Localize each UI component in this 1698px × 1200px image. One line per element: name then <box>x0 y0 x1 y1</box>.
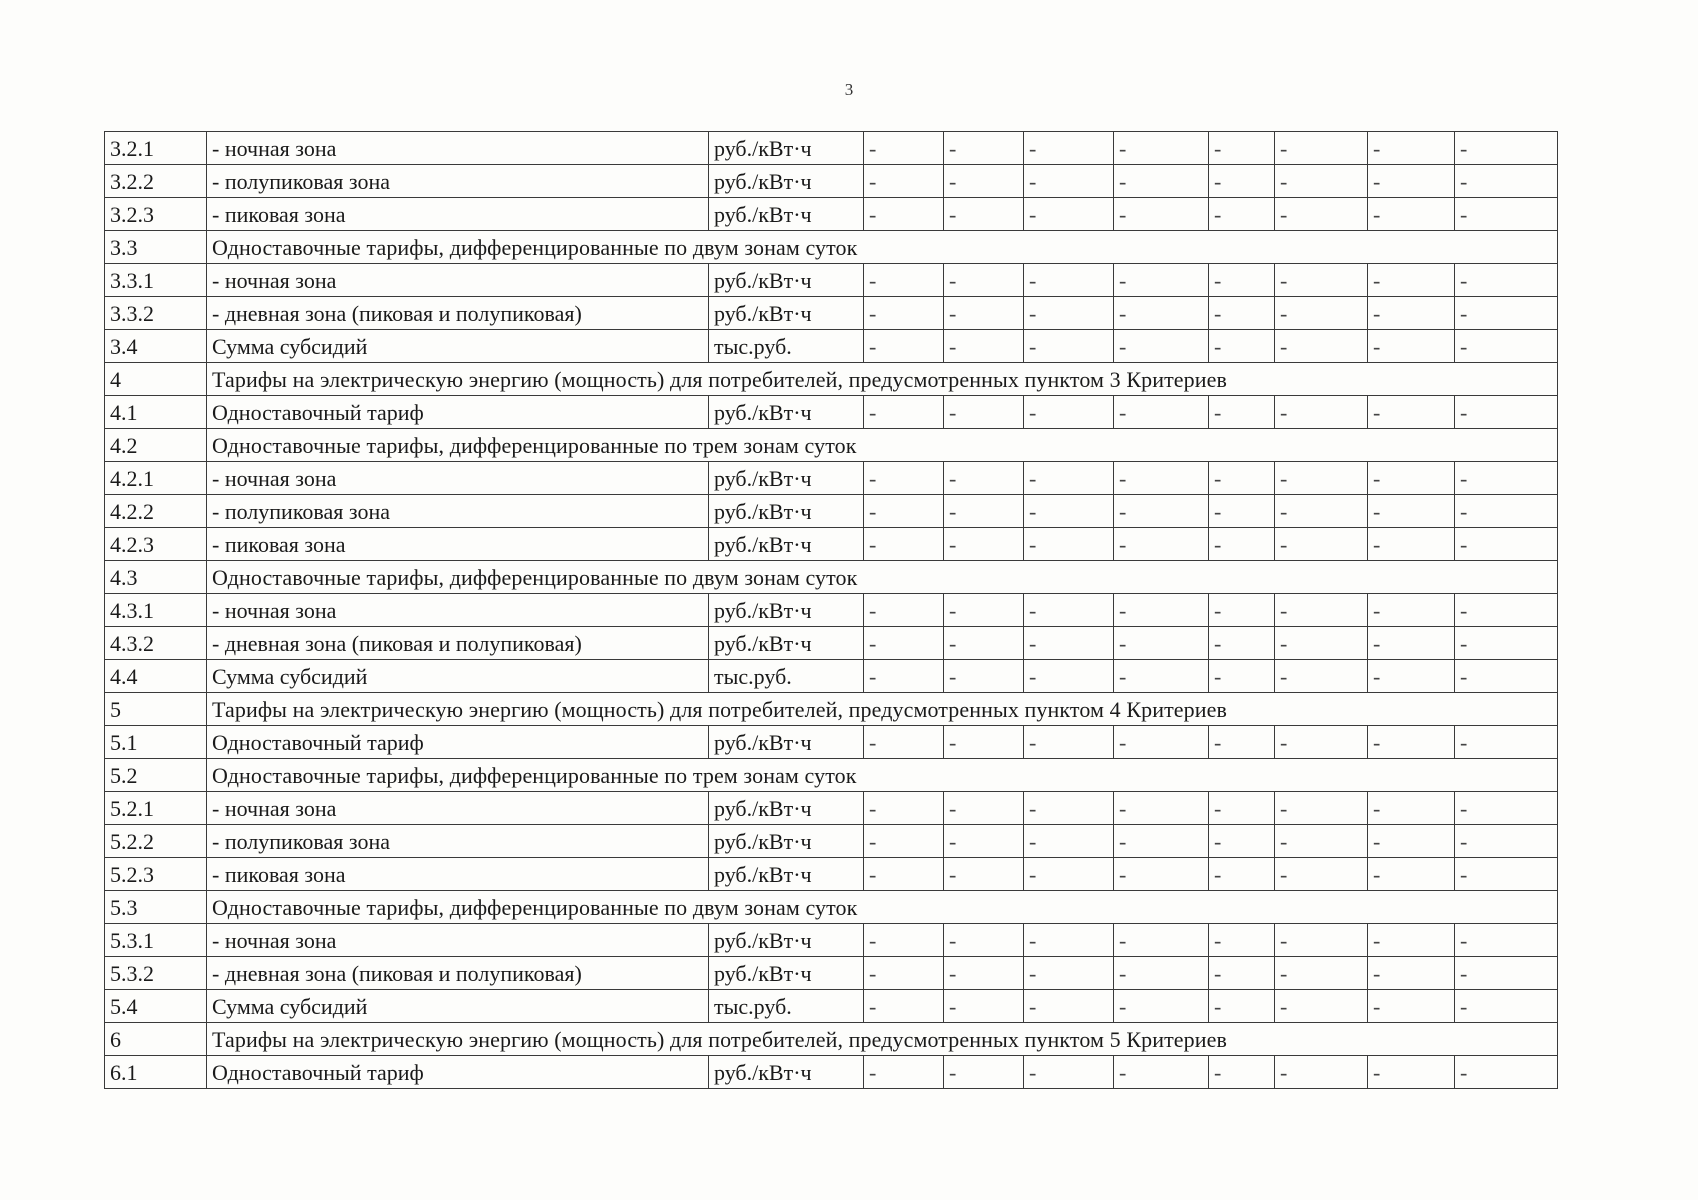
section-row <box>105 759 1558 792</box>
value-cell: - <box>1455 396 1558 429</box>
value-cell: - <box>944 990 1024 1023</box>
value-cell: - <box>944 726 1024 759</box>
section-title: Одноставочные тарифы, дифференцированные по двум зонам суток <box>207 891 1558 924</box>
value-cell: - <box>1455 198 1558 231</box>
table-row <box>105 957 1558 990</box>
value-cell: - <box>1209 858 1275 891</box>
section-row <box>105 693 1558 726</box>
value-cell: - <box>864 165 944 198</box>
value-cell: - <box>944 594 1024 627</box>
value-cell: - <box>1024 660 1114 693</box>
table-row <box>105 990 1558 1023</box>
row-number: 5.3.2 <box>105 957 207 990</box>
row-unit: руб./кВт·ч <box>709 264 864 297</box>
value-cell: - <box>1209 165 1275 198</box>
table-row <box>105 132 1558 165</box>
table-row <box>105 825 1558 858</box>
table-row <box>105 792 1558 825</box>
value-cell: - <box>1455 528 1558 561</box>
value-cell: - <box>1368 858 1455 891</box>
value-cell: - <box>1275 858 1368 891</box>
row-name: Одноставочный тариф <box>207 1056 709 1089</box>
row-name: - дневная зона (пиковая и полупиковая) <box>207 297 709 330</box>
value-cell: - <box>864 957 944 990</box>
row-unit: руб./кВт·ч <box>709 858 864 891</box>
table-row <box>105 924 1558 957</box>
value-cell: - <box>1114 165 1209 198</box>
value-cell: - <box>1275 924 1368 957</box>
value-cell: - <box>1368 198 1455 231</box>
value-cell: - <box>1368 132 1455 165</box>
value-cell: - <box>1455 957 1558 990</box>
value-cell: - <box>1455 165 1558 198</box>
section-title: Одноставочные тарифы, дифференцированные по двум зонам суток <box>207 231 1558 264</box>
row-unit: руб./кВт·ч <box>709 198 864 231</box>
table-row <box>105 660 1558 693</box>
value-cell: - <box>1024 132 1114 165</box>
value-cell: - <box>864 660 944 693</box>
value-cell: - <box>1024 594 1114 627</box>
page-number: 3 <box>844 80 854 99</box>
value-cell: - <box>1455 924 1558 957</box>
row-number: 5.2.2 <box>105 825 207 858</box>
value-cell: - <box>1024 330 1114 363</box>
value-cell: - <box>1368 792 1455 825</box>
row-unit: руб./кВт·ч <box>709 132 864 165</box>
value-cell: - <box>944 264 1024 297</box>
value-cell: - <box>864 627 944 660</box>
value-cell: - <box>1455 330 1558 363</box>
value-cell: - <box>864 132 944 165</box>
row-name: - дневная зона (пиковая и полупиковая) <box>207 627 709 660</box>
value-cell: - <box>1024 198 1114 231</box>
value-cell: - <box>1275 825 1368 858</box>
value-cell: - <box>1209 1056 1275 1089</box>
value-cell: - <box>1114 495 1209 528</box>
section-row <box>105 891 1558 924</box>
value-cell: - <box>1455 132 1558 165</box>
value-cell: - <box>1368 330 1455 363</box>
value-cell: - <box>1024 528 1114 561</box>
value-cell: - <box>1209 990 1275 1023</box>
value-cell: - <box>944 396 1024 429</box>
value-cell: - <box>1368 1056 1455 1089</box>
table-row <box>105 264 1558 297</box>
row-name: Сумма субсидий <box>207 330 709 363</box>
row-name: - полупиковая зона <box>207 165 709 198</box>
value-cell: - <box>1368 396 1455 429</box>
value-cell: - <box>1275 165 1368 198</box>
row-unit: руб./кВт·ч <box>709 396 864 429</box>
value-cell: - <box>1114 990 1209 1023</box>
value-cell: - <box>944 825 1024 858</box>
value-cell: - <box>864 528 944 561</box>
row-number: 4.2 <box>105 429 207 462</box>
row-number: 3.2.2 <box>105 165 207 198</box>
value-cell: - <box>1114 924 1209 957</box>
value-cell: - <box>1114 858 1209 891</box>
row-name: - полупиковая зона <box>207 495 709 528</box>
value-cell: - <box>1275 330 1368 363</box>
value-cell: - <box>1368 825 1455 858</box>
value-cell: - <box>1024 957 1114 990</box>
value-cell: - <box>1275 297 1368 330</box>
table-row <box>105 396 1558 429</box>
value-cell: - <box>1114 660 1209 693</box>
value-cell: - <box>1209 330 1275 363</box>
table-row <box>105 1056 1558 1089</box>
value-cell: - <box>1209 627 1275 660</box>
row-unit: руб./кВт·ч <box>709 627 864 660</box>
row-number: 4.3 <box>105 561 207 594</box>
value-cell: - <box>1114 330 1209 363</box>
value-cell: - <box>1275 957 1368 990</box>
value-cell: - <box>944 198 1024 231</box>
row-unit: руб./кВт·ч <box>709 495 864 528</box>
value-cell: - <box>1368 297 1455 330</box>
value-cell: - <box>1209 495 1275 528</box>
value-cell: - <box>864 396 944 429</box>
value-cell: - <box>1209 297 1275 330</box>
row-name: Сумма субсидий <box>207 660 709 693</box>
row-number: 5.2 <box>105 759 207 792</box>
value-cell: - <box>944 495 1024 528</box>
value-cell: - <box>944 627 1024 660</box>
value-cell: - <box>1024 726 1114 759</box>
value-cell: - <box>1209 594 1275 627</box>
value-cell: - <box>1368 165 1455 198</box>
value-cell: - <box>1209 396 1275 429</box>
row-unit: руб./кВт·ч <box>709 594 864 627</box>
row-number: 4.1 <box>105 396 207 429</box>
value-cell: - <box>1368 726 1455 759</box>
row-name: Одноставочный тариф <box>207 726 709 759</box>
value-cell: - <box>944 297 1024 330</box>
value-cell: - <box>1368 660 1455 693</box>
value-cell: - <box>944 924 1024 957</box>
value-cell: - <box>1455 726 1558 759</box>
section-row <box>105 561 1558 594</box>
row-number: 3.4 <box>105 330 207 363</box>
value-cell: - <box>1368 462 1455 495</box>
table-row <box>105 627 1558 660</box>
value-cell: - <box>1209 528 1275 561</box>
row-unit: руб./кВт·ч <box>709 528 864 561</box>
value-cell: - <box>1114 396 1209 429</box>
value-cell: - <box>1368 990 1455 1023</box>
value-cell: - <box>944 660 1024 693</box>
value-cell: - <box>1368 627 1455 660</box>
row-unit: руб./кВт·ч <box>709 825 864 858</box>
row-number: 6 <box>105 1023 207 1056</box>
row-name: - дневная зона (пиковая и полупиковая) <box>207 957 709 990</box>
value-cell: - <box>1455 825 1558 858</box>
value-cell: - <box>1114 957 1209 990</box>
value-cell: - <box>864 924 944 957</box>
row-number: 3.2.3 <box>105 198 207 231</box>
value-cell: - <box>1114 297 1209 330</box>
section-title: Одноставочные тарифы, дифференцированные по двум зонам суток <box>207 561 1558 594</box>
value-cell: - <box>1024 264 1114 297</box>
value-cell: - <box>1368 924 1455 957</box>
value-cell: - <box>864 990 944 1023</box>
value-cell: - <box>1114 726 1209 759</box>
value-cell: - <box>1024 297 1114 330</box>
value-cell: - <box>1024 990 1114 1023</box>
value-cell: - <box>1024 825 1114 858</box>
row-unit: руб./кВт·ч <box>709 297 864 330</box>
value-cell: - <box>1024 495 1114 528</box>
value-cell: - <box>1275 495 1368 528</box>
value-cell: - <box>1275 462 1368 495</box>
row-number: 3.3.2 <box>105 297 207 330</box>
value-cell: - <box>1275 396 1368 429</box>
value-cell: - <box>944 957 1024 990</box>
value-cell: - <box>1114 198 1209 231</box>
section-title: Одноставочные тарифы, дифференцированные по трем зонам суток <box>207 429 1558 462</box>
row-number: 4.2.3 <box>105 528 207 561</box>
value-cell: - <box>1455 660 1558 693</box>
value-cell: - <box>1368 528 1455 561</box>
row-unit: руб./кВт·ч <box>709 165 864 198</box>
value-cell: - <box>1275 1056 1368 1089</box>
value-cell: - <box>1275 594 1368 627</box>
table-row <box>105 726 1558 759</box>
row-name: - пиковая зона <box>207 858 709 891</box>
value-cell: - <box>1024 924 1114 957</box>
value-cell: - <box>1024 396 1114 429</box>
value-cell: - <box>1114 627 1209 660</box>
value-cell: - <box>1368 957 1455 990</box>
table-row <box>105 462 1558 495</box>
section-row <box>105 231 1558 264</box>
value-cell: - <box>1455 858 1558 891</box>
value-cell: - <box>864 1056 944 1089</box>
value-cell: - <box>864 198 944 231</box>
value-cell: - <box>864 462 944 495</box>
table-row <box>105 165 1558 198</box>
row-name: - ночная зона <box>207 462 709 495</box>
table-row <box>105 330 1558 363</box>
table-row <box>105 297 1558 330</box>
value-cell: - <box>1275 627 1368 660</box>
value-cell: - <box>1455 792 1558 825</box>
value-cell: - <box>1024 792 1114 825</box>
value-cell: - <box>1275 660 1368 693</box>
value-cell: - <box>864 825 944 858</box>
value-cell: - <box>1275 264 1368 297</box>
value-cell: - <box>1209 462 1275 495</box>
row-number: 6.1 <box>105 1056 207 1089</box>
row-name: - ночная зона <box>207 924 709 957</box>
value-cell: - <box>864 495 944 528</box>
row-unit: руб./кВт·ч <box>709 924 864 957</box>
row-number: 4 <box>105 363 207 396</box>
value-cell: - <box>1209 792 1275 825</box>
value-cell: - <box>944 132 1024 165</box>
value-cell: - <box>1455 462 1558 495</box>
value-cell: - <box>1024 165 1114 198</box>
value-cell: - <box>944 462 1024 495</box>
section-title: Тарифы на электрическую энергию (мощность) для потребителей, предусмотренных пунктом 4 Критериев <box>207 693 1558 726</box>
value-cell: - <box>1275 726 1368 759</box>
value-cell: - <box>1024 462 1114 495</box>
value-cell: - <box>1455 594 1558 627</box>
row-name: Одноставочный тариф <box>207 396 709 429</box>
row-number: 3.3.1 <box>105 264 207 297</box>
row-name: - пиковая зона <box>207 528 709 561</box>
table-row <box>105 198 1558 231</box>
section-title: Тарифы на электрическую энергию (мощность) для потребителей, предусмотренных пунктом 5 Критериев <box>207 1023 1558 1056</box>
row-name: - ночная зона <box>207 264 709 297</box>
row-number: 4.4 <box>105 660 207 693</box>
value-cell: - <box>864 264 944 297</box>
value-cell: - <box>1114 264 1209 297</box>
value-cell: - <box>1024 1056 1114 1089</box>
value-cell: - <box>1455 990 1558 1023</box>
value-cell: - <box>944 792 1024 825</box>
value-cell: - <box>1455 1056 1558 1089</box>
value-cell: - <box>1209 264 1275 297</box>
row-number: 5.4 <box>105 990 207 1023</box>
value-cell: - <box>1114 792 1209 825</box>
value-cell: - <box>1209 660 1275 693</box>
value-cell: - <box>864 858 944 891</box>
row-number: 5.1 <box>105 726 207 759</box>
value-cell: - <box>1209 198 1275 231</box>
value-cell: - <box>944 858 1024 891</box>
section-row <box>105 429 1558 462</box>
row-name: - пиковая зона <box>207 198 709 231</box>
value-cell: - <box>1114 1056 1209 1089</box>
value-cell: - <box>944 330 1024 363</box>
row-number: 4.3.1 <box>105 594 207 627</box>
row-number: 5.3.1 <box>105 924 207 957</box>
section-title: Тарифы на электрическую энергию (мощность) для потребителей, предусмотренных пунктом 3 Критериев <box>207 363 1558 396</box>
value-cell: - <box>1114 594 1209 627</box>
row-name: - ночная зона <box>207 594 709 627</box>
row-number: 3.3 <box>105 231 207 264</box>
row-number: 5.2.1 <box>105 792 207 825</box>
row-unit: руб./кВт·ч <box>709 726 864 759</box>
value-cell: - <box>864 297 944 330</box>
row-name: - ночная зона <box>207 792 709 825</box>
value-cell: - <box>1455 495 1558 528</box>
value-cell: - <box>1114 132 1209 165</box>
value-cell: - <box>1114 462 1209 495</box>
value-cell: - <box>1275 198 1368 231</box>
row-number: 4.2.2 <box>105 495 207 528</box>
value-cell: - <box>1368 495 1455 528</box>
value-cell: - <box>1455 264 1558 297</box>
value-cell: - <box>1114 825 1209 858</box>
value-cell: - <box>1024 627 1114 660</box>
row-number: 5.3 <box>105 891 207 924</box>
value-cell: - <box>1368 594 1455 627</box>
value-cell: - <box>1209 924 1275 957</box>
section-row <box>105 363 1558 396</box>
value-cell: - <box>1368 264 1455 297</box>
row-unit: тыс.руб. <box>709 330 864 363</box>
value-cell: - <box>1275 528 1368 561</box>
row-name: Сумма субсидий <box>207 990 709 1023</box>
row-unit: руб./кВт·ч <box>709 1056 864 1089</box>
row-unit: руб./кВт·ч <box>709 462 864 495</box>
row-number: 3.2.1 <box>105 132 207 165</box>
row-number: 5.2.3 <box>105 858 207 891</box>
row-number: 4.2.1 <box>105 462 207 495</box>
table-row <box>105 495 1558 528</box>
value-cell: - <box>1209 132 1275 165</box>
section-row <box>105 1023 1558 1056</box>
table-row <box>105 528 1558 561</box>
section-title: Одноставочные тарифы, дифференцированные по трем зонам суток <box>207 759 1558 792</box>
tariff-table-body <box>105 132 1558 1089</box>
row-name: - ночная зона <box>207 132 709 165</box>
value-cell: - <box>864 726 944 759</box>
row-number: 5 <box>105 693 207 726</box>
value-cell: - <box>944 1056 1024 1089</box>
tariff-table <box>104 131 1558 1089</box>
value-cell: - <box>1275 990 1368 1023</box>
value-cell: - <box>1209 825 1275 858</box>
value-cell: - <box>1275 132 1368 165</box>
table-row <box>105 594 1558 627</box>
value-cell: - <box>864 330 944 363</box>
value-cell: - <box>1209 726 1275 759</box>
row-unit: руб./кВт·ч <box>709 792 864 825</box>
value-cell: - <box>1275 792 1368 825</box>
row-unit: тыс.руб. <box>709 990 864 1023</box>
value-cell: - <box>1024 858 1114 891</box>
value-cell: - <box>1114 528 1209 561</box>
row-unit: тыс.руб. <box>709 660 864 693</box>
value-cell: - <box>944 165 1024 198</box>
row-unit: руб./кВт·ч <box>709 957 864 990</box>
value-cell: - <box>944 528 1024 561</box>
value-cell: - <box>864 594 944 627</box>
row-name: - полупиковая зона <box>207 825 709 858</box>
table-row <box>105 858 1558 891</box>
value-cell: - <box>1455 297 1558 330</box>
row-number: 4.3.2 <box>105 627 207 660</box>
value-cell: - <box>864 792 944 825</box>
value-cell: - <box>1455 627 1558 660</box>
value-cell: - <box>1209 957 1275 990</box>
